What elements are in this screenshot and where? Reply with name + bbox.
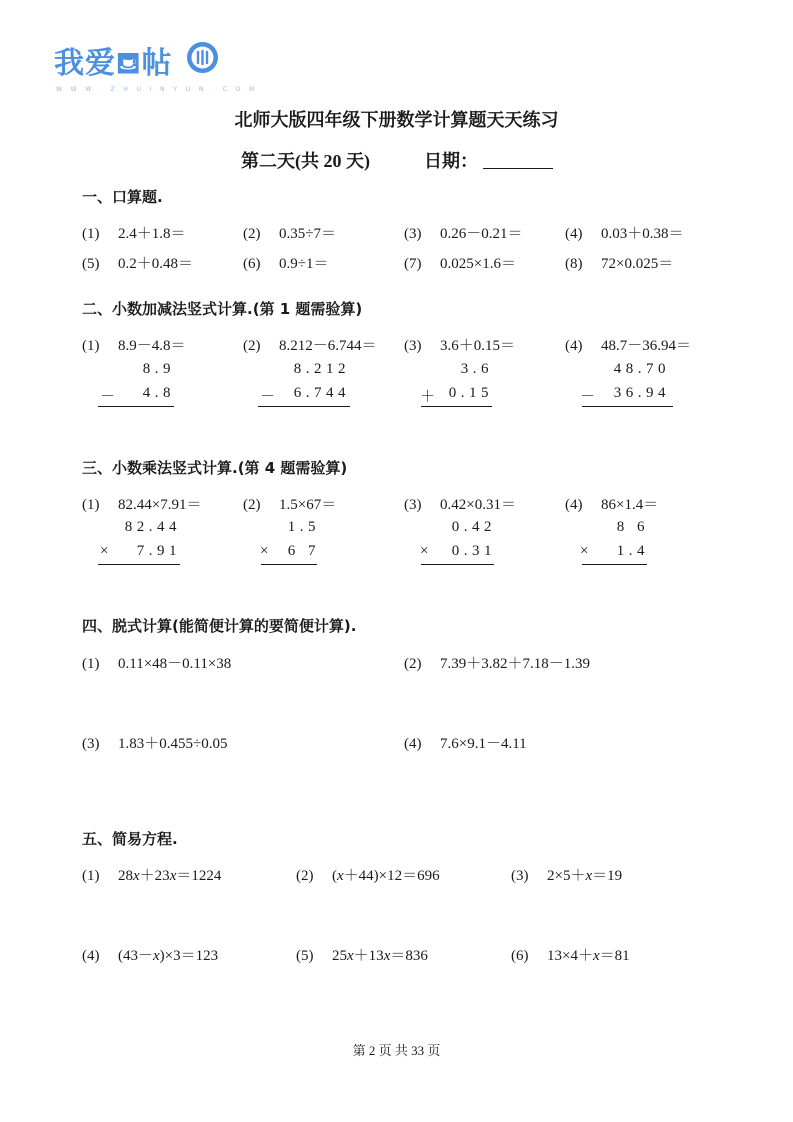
operator-sign: ×: [260, 543, 269, 559]
vertical-problem: [243, 334, 377, 355]
section-heading-add-sub: 二、小数加减法竖式计算.(第 1 题需验算): [82, 300, 363, 318]
operator-sign: ＋: [420, 389, 436, 405]
problem-number: (3): [511, 868, 529, 884]
equation-problem: (5) 25x＋13x＝836: [296, 948, 428, 964]
vertical-top-operand: 1.5: [287, 519, 320, 535]
oral-problem: [565, 222, 684, 243]
vertical-bottom-operand: 0.15: [448, 385, 493, 401]
problem-expression: 82.44×7.91＝: [118, 497, 202, 513]
variable-x: x: [383, 948, 391, 964]
oral-problem: [404, 252, 516, 273]
problem-number: (4): [565, 226, 583, 242]
operator-sign: －: [580, 389, 596, 405]
problem-number: (5): [82, 256, 100, 272]
variable-x: x: [585, 868, 593, 884]
problem-number: (1): [82, 868, 100, 884]
problem-number: (8): [565, 256, 583, 272]
vertical-problem: [404, 334, 515, 355]
oral-problem: [82, 222, 186, 243]
section-heading-equations: 五、简易方程.: [82, 830, 178, 848]
vertical-problem: [565, 334, 691, 355]
product-line: [582, 564, 647, 565]
product-line: [261, 564, 317, 565]
problem-number: (3): [404, 497, 422, 513]
vertical-bottom-operand: 1.4: [616, 543, 649, 559]
variable-x: x: [133, 868, 140, 884]
problem-number: (1): [82, 226, 100, 242]
problem-number: (2): [243, 338, 261, 354]
problem-number: (5): [296, 948, 314, 964]
vertical-bottom-operand: 7.91: [136, 543, 181, 559]
oral-problem: [565, 252, 673, 273]
problem-expression: 2.4＋1.8＝: [118, 226, 186, 242]
logo-url: W W W . Z H U I N Y U N . C O M: [56, 86, 258, 93]
step-problem: [82, 732, 227, 753]
operator-sign: ×: [420, 543, 429, 559]
problem-expression: 0.9÷1＝: [279, 256, 329, 272]
problem-expression: 8.212－6.744＝: [279, 338, 377, 354]
logo-text: 我爱⛾帖: [54, 46, 173, 81]
problem-number: (4): [404, 736, 422, 752]
vertical-bottom-operand: 36.94: [613, 385, 670, 401]
problem-number: (1): [82, 497, 100, 513]
problem-expression: 48.7－36.94＝: [601, 338, 692, 354]
page-footer: 第 2 页 共 33 页: [352, 1043, 441, 1058]
problem-expression: 0.42×0.31＝: [440, 497, 516, 513]
vertical-bottom-operand: 0.31: [451, 543, 496, 559]
problem-number: (2): [404, 656, 422, 672]
vertical-problem: [404, 493, 516, 514]
problem-number: (2): [296, 868, 314, 884]
problem-expression: 0.11×48－0.11×38: [118, 656, 232, 672]
oral-problem: [243, 252, 328, 273]
problem-expression: 8.9－4.8＝: [118, 338, 186, 354]
sum-line: [582, 406, 673, 407]
problem-expression: 0.03＋0.38＝: [601, 226, 684, 242]
product-line: [98, 564, 180, 565]
equation-problem: (3) 2×5＋x＝19: [511, 868, 623, 884]
problem-expression: 0.025×1.6＝: [440, 256, 516, 272]
oral-problem: [404, 222, 523, 243]
problem-expression: 0.2＋0.48＝: [118, 256, 194, 272]
problem-number: (3): [404, 338, 422, 354]
problem-number: (6): [511, 948, 529, 964]
operator-sign: －: [100, 389, 116, 405]
vertical-problem: [82, 493, 201, 514]
problem-number: (2): [243, 226, 261, 242]
problem-number: (4): [565, 497, 583, 513]
vertical-problem: [565, 493, 658, 514]
vertical-top-operand: 0.42: [451, 519, 496, 535]
problem-number: (3): [82, 736, 100, 752]
problem-number: (4): [82, 948, 100, 964]
logo-bubble-icon: [187, 42, 218, 73]
operator-sign: －: [260, 389, 276, 405]
problem-expression: 3.6＋0.15＝: [440, 338, 516, 354]
vertical-bottom-operand: 6.744: [293, 385, 350, 401]
problem-expression: 1.5×67＝: [279, 497, 337, 513]
vertical-top-operand: 8.212: [293, 361, 350, 377]
problem-number: (3): [404, 226, 422, 242]
problem-expression: 0.35÷7＝: [279, 226, 336, 242]
step-problem: [82, 652, 231, 673]
equation-problem: (1) 28x＋23x＝1224: [82, 868, 222, 884]
problem-number: (7): [404, 256, 422, 272]
vertical-top-operand: 48.70: [613, 361, 670, 377]
problem-number: (1): [82, 338, 100, 354]
vertical-bottom-operand: 4.8: [142, 385, 175, 401]
date-label: 日期：: [424, 151, 478, 171]
section-heading-multiply: 三、小数乘法竖式计算.(第 4 题需验算): [82, 459, 348, 477]
vertical-top-operand: 3.6: [460, 361, 493, 377]
vertical-top-operand: 8 6: [616, 519, 649, 535]
variable-x: x: [337, 868, 344, 884]
equation-problem: (4) (43－x)×3＝123: [82, 948, 219, 964]
vertical-problem: [243, 493, 336, 514]
variable-x: x: [169, 868, 177, 884]
problem-number: (6): [243, 256, 261, 272]
section-heading-step-calc: 四、脱式计算(能简便计算的要简便计算).: [82, 617, 357, 635]
vertical-bottom-operand: 6 7: [287, 543, 320, 559]
problem-expression: 0.26－0.21＝: [440, 226, 523, 242]
operator-sign: ×: [100, 543, 109, 559]
day-subtitle: 第二天(共 20 天): [241, 151, 370, 171]
variable-x: x: [153, 948, 160, 964]
equation-problem: (2) (x＋44)×12＝696: [296, 868, 440, 884]
problem-number: (2): [243, 497, 261, 513]
problem-expression: 86×1.4＝: [601, 497, 659, 513]
section-heading-oral: 一、口算题.: [82, 188, 163, 206]
variable-x: x: [347, 948, 354, 964]
sum-line: [98, 406, 174, 407]
step-problem: [404, 732, 527, 753]
step-problem: [404, 652, 590, 673]
sum-line: [258, 406, 350, 407]
page-title: 北师大版四年级下册数学计算题天天练习: [234, 110, 559, 130]
problem-expression: 7.6×9.1－4.11: [440, 736, 527, 752]
problem-expression: 1.83＋0.455÷0.05: [118, 736, 228, 752]
variable-x: x: [592, 948, 600, 964]
equation-problem: (6) 13×4＋x＝81: [511, 948, 630, 964]
vertical-top-operand: 8.9: [142, 361, 175, 377]
vertical-top-operand: 82.44: [124, 519, 181, 535]
problem-expression: 7.39＋3.82＋7.18－1.39: [440, 656, 591, 672]
date-blank-line[interactable]: [483, 168, 553, 169]
product-line: [421, 564, 494, 565]
oral-problem: [243, 222, 336, 243]
oral-problem: [82, 252, 193, 273]
vertical-problem: [82, 334, 186, 355]
problem-expression: 72×0.025＝: [601, 256, 674, 272]
operator-sign: ×: [580, 543, 589, 559]
sum-line: [421, 406, 492, 407]
problem-number: (1): [82, 656, 100, 672]
problem-number: (4): [565, 338, 583, 354]
